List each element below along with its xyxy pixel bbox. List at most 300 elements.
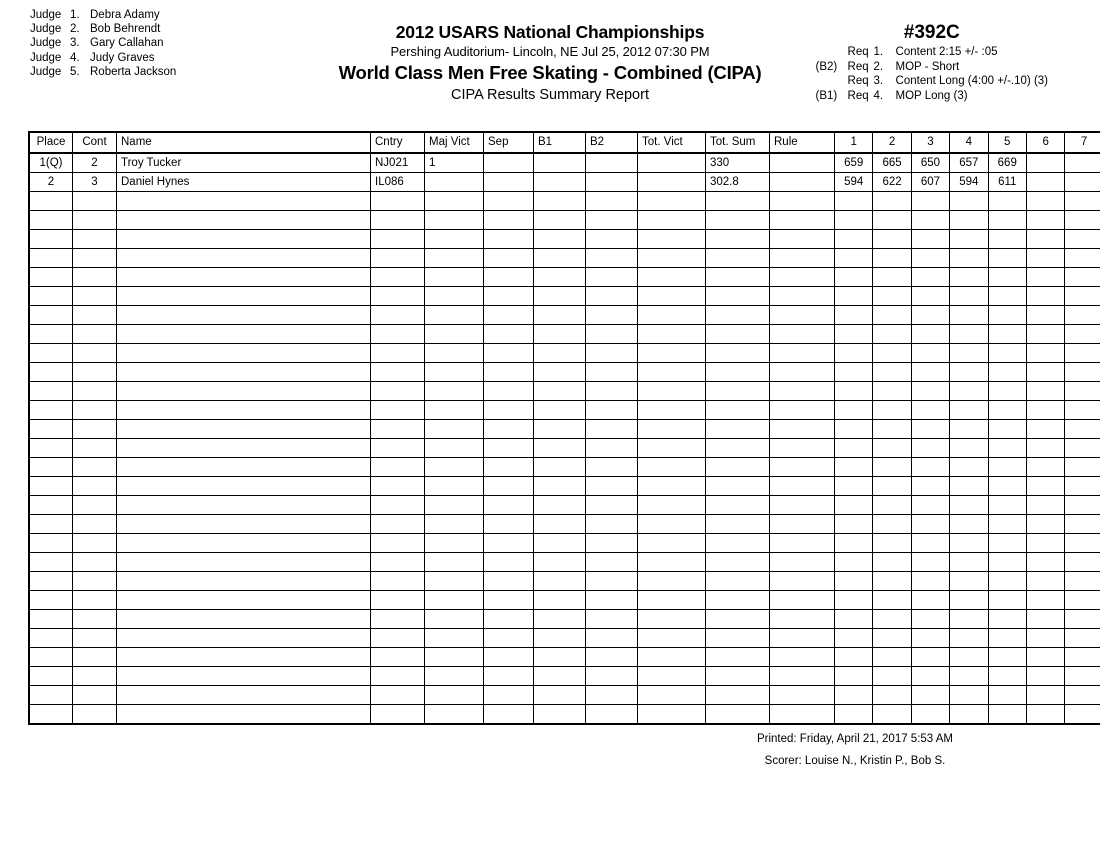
cell-j1[interactable] — [835, 268, 873, 287]
cell-j5[interactable] — [988, 553, 1026, 572]
cell-place[interactable] — [29, 667, 73, 686]
cell-name[interactable] — [117, 420, 371, 439]
cell-b1[interactable] — [534, 173, 586, 192]
cell-cntry[interactable] — [371, 534, 425, 553]
cell-tot_sum[interactable] — [706, 610, 770, 629]
cell-cont[interactable] — [73, 306, 117, 325]
cell-tot_vict[interactable] — [638, 173, 706, 192]
cell-b1[interactable] — [534, 192, 586, 211]
cell-cntry[interactable] — [371, 591, 425, 610]
cell-j7[interactable] — [1065, 667, 1100, 686]
cell-place[interactable] — [29, 458, 73, 477]
cell-tot_sum[interactable] — [706, 572, 770, 591]
cell-cont[interactable]: 2 — [73, 153, 117, 173]
cell-cont[interactable] — [73, 249, 117, 268]
cell-rule[interactable] — [770, 629, 835, 648]
cell-rule[interactable] — [770, 477, 835, 496]
cell-rule[interactable] — [770, 686, 835, 705]
cell-j3[interactable] — [911, 648, 949, 667]
cell-tot_sum[interactable]: 330 — [706, 153, 770, 173]
table-row[interactable] — [29, 153, 1100, 173]
cell-cntry[interactable] — [371, 477, 425, 496]
cell-j6[interactable] — [1026, 173, 1064, 192]
cell-maj_vict[interactable] — [425, 325, 484, 344]
cell-sep[interactable] — [484, 534, 534, 553]
cell-j2[interactable] — [873, 591, 911, 610]
cell-j4[interactable] — [950, 515, 988, 534]
cell-cont[interactable] — [73, 192, 117, 211]
cell-place[interactable] — [29, 249, 73, 268]
cell-tot_sum[interactable] — [706, 382, 770, 401]
column-header-cont[interactable]: Cont — [73, 132, 117, 153]
cell-j6[interactable] — [1026, 610, 1064, 629]
cell-sep[interactable] — [484, 363, 534, 382]
cell-j7[interactable] — [1065, 705, 1100, 725]
cell-j4[interactable] — [950, 496, 988, 515]
cell-j5[interactable] — [988, 477, 1026, 496]
cell-cntry[interactable] — [371, 667, 425, 686]
column-header-j4[interactable]: 4 — [950, 132, 988, 153]
cell-sep[interactable] — [484, 249, 534, 268]
table-row[interactable] — [29, 268, 1100, 287]
cell-maj_vict[interactable] — [425, 686, 484, 705]
cell-tot_vict[interactable] — [638, 648, 706, 667]
cell-j1[interactable] — [835, 496, 873, 515]
cell-place[interactable] — [29, 211, 73, 230]
cell-name[interactable] — [117, 515, 371, 534]
cell-j4[interactable] — [950, 230, 988, 249]
cell-maj_vict[interactable] — [425, 192, 484, 211]
table-row[interactable] — [29, 325, 1100, 344]
cell-cont[interactable] — [73, 268, 117, 287]
cell-b2[interactable] — [586, 382, 638, 401]
cell-name[interactable] — [117, 591, 371, 610]
cell-j7[interactable] — [1065, 553, 1100, 572]
cell-tot_vict[interactable] — [638, 153, 706, 173]
table-row[interactable] — [29, 439, 1100, 458]
cell-j3[interactable] — [911, 572, 949, 591]
cell-j2[interactable] — [873, 363, 911, 382]
cell-place[interactable]: 1(Q) — [29, 153, 73, 173]
cell-sep[interactable] — [484, 439, 534, 458]
cell-tot_vict[interactable] — [638, 439, 706, 458]
cell-rule[interactable] — [770, 230, 835, 249]
cell-j3[interactable] — [911, 610, 949, 629]
cell-j1[interactable] — [835, 230, 873, 249]
cell-place[interactable] — [29, 230, 73, 249]
cell-j5[interactable] — [988, 401, 1026, 420]
cell-cont[interactable] — [73, 534, 117, 553]
cell-cntry[interactable] — [371, 458, 425, 477]
cell-place[interactable] — [29, 287, 73, 306]
table-row[interactable] — [29, 249, 1100, 268]
cell-tot_sum[interactable] — [706, 591, 770, 610]
cell-j4[interactable] — [950, 572, 988, 591]
cell-j5[interactable] — [988, 686, 1026, 705]
cell-cntry[interactable] — [371, 420, 425, 439]
cell-j5[interactable] — [988, 382, 1026, 401]
table-row[interactable] — [29, 667, 1100, 686]
column-header-cntry[interactable]: Cntry — [371, 132, 425, 153]
cell-j2[interactable] — [873, 629, 911, 648]
cell-place[interactable] — [29, 515, 73, 534]
cell-cntry[interactable] — [371, 572, 425, 591]
cell-j4[interactable] — [950, 610, 988, 629]
table-row[interactable] — [29, 211, 1100, 230]
cell-place[interactable] — [29, 401, 73, 420]
cell-j3[interactable] — [911, 439, 949, 458]
cell-cont[interactable] — [73, 420, 117, 439]
cell-sep[interactable] — [484, 629, 534, 648]
cell-cont[interactable] — [73, 553, 117, 572]
cell-place[interactable] — [29, 553, 73, 572]
cell-rule[interactable] — [770, 648, 835, 667]
cell-cont[interactable] — [73, 610, 117, 629]
cell-j4[interactable] — [950, 287, 988, 306]
cell-j6[interactable] — [1026, 401, 1064, 420]
cell-j2[interactable] — [873, 477, 911, 496]
cell-b1[interactable] — [534, 401, 586, 420]
cell-cntry[interactable] — [371, 629, 425, 648]
cell-j3[interactable] — [911, 420, 949, 439]
cell-b1[interactable] — [534, 591, 586, 610]
cell-tot_vict[interactable] — [638, 496, 706, 515]
cell-j1[interactable] — [835, 420, 873, 439]
cell-sep[interactable] — [484, 192, 534, 211]
table-row[interactable] — [29, 591, 1100, 610]
cell-b1[interactable] — [534, 515, 586, 534]
cell-j5[interactable] — [988, 363, 1026, 382]
cell-place[interactable] — [29, 439, 73, 458]
column-header-rule[interactable]: Rule — [770, 132, 835, 153]
cell-j7[interactable] — [1065, 211, 1100, 230]
cell-cont[interactable] — [73, 705, 117, 725]
cell-j7[interactable] — [1065, 287, 1100, 306]
cell-tot_sum[interactable] — [706, 648, 770, 667]
cell-b1[interactable] — [534, 705, 586, 725]
cell-j5[interactable] — [988, 287, 1026, 306]
cell-maj_vict[interactable] — [425, 363, 484, 382]
cell-j2[interactable] — [873, 420, 911, 439]
cell-place[interactable] — [29, 496, 73, 515]
cell-cntry[interactable] — [371, 344, 425, 363]
cell-b2[interactable] — [586, 458, 638, 477]
cell-rule[interactable] — [770, 667, 835, 686]
cell-cont[interactable] — [73, 230, 117, 249]
cell-tot_sum[interactable] — [706, 477, 770, 496]
cell-tot_vict[interactable] — [638, 667, 706, 686]
cell-b2[interactable] — [586, 496, 638, 515]
table-row[interactable] — [29, 705, 1100, 725]
cell-j3[interactable] — [911, 686, 949, 705]
cell-b2[interactable] — [586, 325, 638, 344]
cell-rule[interactable] — [770, 553, 835, 572]
cell-j4[interactable] — [950, 439, 988, 458]
cell-tot_vict[interactable] — [638, 401, 706, 420]
cell-j3[interactable]: 607 — [911, 173, 949, 192]
cell-b1[interactable] — [534, 363, 586, 382]
cell-j4[interactable] — [950, 344, 988, 363]
cell-maj_vict[interactable] — [425, 534, 484, 553]
cell-tot_sum[interactable] — [706, 401, 770, 420]
cell-j1[interactable] — [835, 306, 873, 325]
cell-maj_vict[interactable] — [425, 591, 484, 610]
cell-cont[interactable] — [73, 496, 117, 515]
cell-b1[interactable] — [534, 230, 586, 249]
cell-j3[interactable] — [911, 496, 949, 515]
cell-j1[interactable] — [835, 382, 873, 401]
table-row[interactable] — [29, 344, 1100, 363]
cell-tot_vict[interactable] — [638, 629, 706, 648]
cell-cntry[interactable] — [371, 268, 425, 287]
cell-b2[interactable] — [586, 211, 638, 230]
cell-maj_vict[interactable] — [425, 287, 484, 306]
cell-j1[interactable] — [835, 401, 873, 420]
cell-sep[interactable] — [484, 325, 534, 344]
table-row[interactable] — [29, 420, 1100, 439]
cell-sep[interactable] — [484, 382, 534, 401]
cell-j2[interactable] — [873, 496, 911, 515]
cell-name[interactable] — [117, 287, 371, 306]
cell-j3[interactable] — [911, 230, 949, 249]
cell-sep[interactable] — [484, 287, 534, 306]
cell-j2[interactable] — [873, 515, 911, 534]
cell-name[interactable] — [117, 667, 371, 686]
cell-b1[interactable] — [534, 477, 586, 496]
cell-rule[interactable] — [770, 496, 835, 515]
cell-name[interactable] — [117, 648, 371, 667]
cell-j3[interactable]: 650 — [911, 153, 949, 173]
cell-j7[interactable] — [1065, 458, 1100, 477]
cell-b2[interactable] — [586, 268, 638, 287]
cell-tot_vict[interactable] — [638, 287, 706, 306]
cell-sep[interactable] — [484, 173, 534, 192]
cell-j7[interactable] — [1065, 648, 1100, 667]
cell-cont[interactable] — [73, 667, 117, 686]
cell-j5[interactable] — [988, 572, 1026, 591]
cell-j4[interactable] — [950, 306, 988, 325]
cell-j6[interactable] — [1026, 325, 1064, 344]
table-row[interactable] — [29, 648, 1100, 667]
table-row[interactable] — [29, 686, 1100, 705]
cell-tot_sum[interactable] — [706, 515, 770, 534]
cell-b2[interactable] — [586, 420, 638, 439]
cell-j3[interactable] — [911, 249, 949, 268]
cell-j6[interactable] — [1026, 382, 1064, 401]
cell-tot_vict[interactable] — [638, 534, 706, 553]
cell-b2[interactable] — [586, 477, 638, 496]
cell-maj_vict[interactable] — [425, 230, 484, 249]
cell-rule[interactable] — [770, 572, 835, 591]
column-header-place[interactable]: Place — [29, 132, 73, 153]
cell-j1[interactable] — [835, 287, 873, 306]
cell-sep[interactable] — [484, 420, 534, 439]
cell-tot_sum[interactable] — [706, 230, 770, 249]
cell-cont[interactable] — [73, 439, 117, 458]
cell-j6[interactable] — [1026, 591, 1064, 610]
cell-j3[interactable] — [911, 325, 949, 344]
cell-j4[interactable] — [950, 382, 988, 401]
cell-b2[interactable] — [586, 230, 638, 249]
cell-b1[interactable] — [534, 344, 586, 363]
cell-j3[interactable] — [911, 192, 949, 211]
cell-rule[interactable] — [770, 420, 835, 439]
cell-tot_sum[interactable] — [706, 192, 770, 211]
cell-j7[interactable] — [1065, 686, 1100, 705]
cell-tot_vict[interactable] — [638, 306, 706, 325]
cell-b1[interactable] — [534, 268, 586, 287]
cell-j2[interactable] — [873, 382, 911, 401]
cell-j7[interactable] — [1065, 439, 1100, 458]
cell-place[interactable] — [29, 306, 73, 325]
cell-j4[interactable] — [950, 534, 988, 553]
cell-b1[interactable] — [534, 667, 586, 686]
table-row[interactable] — [29, 629, 1100, 648]
cell-j7[interactable] — [1065, 306, 1100, 325]
cell-b1[interactable] — [534, 420, 586, 439]
cell-j2[interactable] — [873, 211, 911, 230]
cell-sep[interactable] — [484, 230, 534, 249]
cell-name[interactable] — [117, 477, 371, 496]
cell-j6[interactable] — [1026, 686, 1064, 705]
cell-rule[interactable] — [770, 306, 835, 325]
cell-place[interactable] — [29, 648, 73, 667]
cell-j7[interactable] — [1065, 153, 1100, 173]
cell-rule[interactable] — [770, 382, 835, 401]
cell-j1[interactable]: 659 — [835, 153, 873, 173]
cell-name[interactable] — [117, 192, 371, 211]
cell-j4[interactable] — [950, 686, 988, 705]
cell-maj_vict[interactable] — [425, 667, 484, 686]
cell-cont[interactable] — [73, 477, 117, 496]
cell-cntry[interactable] — [371, 363, 425, 382]
cell-cont[interactable] — [73, 344, 117, 363]
column-header-sep[interactable]: Sep — [484, 132, 534, 153]
cell-b2[interactable] — [586, 363, 638, 382]
cell-j1[interactable] — [835, 705, 873, 725]
cell-place[interactable] — [29, 344, 73, 363]
cell-j6[interactable] — [1026, 553, 1064, 572]
cell-b2[interactable] — [586, 686, 638, 705]
cell-b2[interactable] — [586, 572, 638, 591]
cell-maj_vict[interactable] — [425, 705, 484, 725]
cell-b1[interactable] — [534, 287, 586, 306]
cell-cont[interactable] — [73, 686, 117, 705]
cell-j3[interactable] — [911, 363, 949, 382]
cell-sep[interactable] — [484, 211, 534, 230]
cell-j2[interactable]: 665 — [873, 153, 911, 173]
cell-cntry[interactable] — [371, 401, 425, 420]
cell-j1[interactable] — [835, 591, 873, 610]
cell-rule[interactable] — [770, 211, 835, 230]
cell-j6[interactable] — [1026, 496, 1064, 515]
cell-j7[interactable] — [1065, 230, 1100, 249]
cell-b1[interactable] — [534, 686, 586, 705]
cell-j5[interactable] — [988, 648, 1026, 667]
cell-tot_vict[interactable] — [638, 515, 706, 534]
cell-rule[interactable] — [770, 591, 835, 610]
cell-maj_vict[interactable] — [425, 458, 484, 477]
cell-maj_vict[interactable] — [425, 382, 484, 401]
cell-maj_vict[interactable] — [425, 306, 484, 325]
cell-tot_vict[interactable] — [638, 363, 706, 382]
cell-tot_vict[interactable] — [638, 458, 706, 477]
cell-j1[interactable] — [835, 325, 873, 344]
cell-name[interactable] — [117, 534, 371, 553]
cell-tot_sum[interactable] — [706, 686, 770, 705]
cell-name[interactable] — [117, 268, 371, 287]
cell-j4[interactable]: 657 — [950, 153, 988, 173]
cell-tot_sum[interactable] — [706, 211, 770, 230]
cell-cntry[interactable] — [371, 325, 425, 344]
column-header-name[interactable]: Name — [117, 132, 371, 153]
cell-j1[interactable] — [835, 192, 873, 211]
cell-cntry[interactable]: IL086 — [371, 173, 425, 192]
cell-j2[interactable] — [873, 287, 911, 306]
cell-place[interactable] — [29, 610, 73, 629]
cell-j5[interactable] — [988, 268, 1026, 287]
cell-j3[interactable] — [911, 211, 949, 230]
cell-cont[interactable] — [73, 648, 117, 667]
table-row[interactable] — [29, 458, 1100, 477]
column-header-maj_vict[interactable]: Maj Vict — [425, 132, 484, 153]
cell-j7[interactable] — [1065, 363, 1100, 382]
table-row[interactable] — [29, 515, 1100, 534]
cell-place[interactable] — [29, 325, 73, 344]
cell-maj_vict[interactable] — [425, 648, 484, 667]
cell-j7[interactable] — [1065, 629, 1100, 648]
cell-sep[interactable] — [484, 648, 534, 667]
cell-sep[interactable] — [484, 686, 534, 705]
cell-cntry[interactable] — [371, 249, 425, 268]
cell-b2[interactable] — [586, 591, 638, 610]
cell-sep[interactable] — [484, 515, 534, 534]
cell-j5[interactable] — [988, 306, 1026, 325]
cell-j3[interactable] — [911, 629, 949, 648]
cell-j2[interactable]: 622 — [873, 173, 911, 192]
cell-place[interactable] — [29, 629, 73, 648]
cell-j2[interactable] — [873, 572, 911, 591]
cell-sep[interactable] — [484, 610, 534, 629]
cell-j7[interactable] — [1065, 610, 1100, 629]
cell-name[interactable] — [117, 553, 371, 572]
cell-rule[interactable] — [770, 249, 835, 268]
cell-maj_vict[interactable] — [425, 420, 484, 439]
cell-j1[interactable] — [835, 572, 873, 591]
cell-j6[interactable] — [1026, 420, 1064, 439]
cell-tot_sum[interactable] — [706, 629, 770, 648]
cell-tot_vict[interactable] — [638, 268, 706, 287]
cell-j2[interactable] — [873, 192, 911, 211]
cell-b2[interactable] — [586, 249, 638, 268]
cell-name[interactable] — [117, 401, 371, 420]
cell-name[interactable] — [117, 230, 371, 249]
cell-b1[interactable] — [534, 325, 586, 344]
cell-tot_vict[interactable] — [638, 705, 706, 725]
cell-b1[interactable] — [534, 553, 586, 572]
cell-cntry[interactable] — [371, 686, 425, 705]
cell-maj_vict[interactable] — [425, 572, 484, 591]
cell-j7[interactable] — [1065, 591, 1100, 610]
cell-j6[interactable] — [1026, 344, 1064, 363]
column-header-j7[interactable]: 7 — [1065, 132, 1100, 153]
cell-b2[interactable] — [586, 515, 638, 534]
cell-j7[interactable] — [1065, 572, 1100, 591]
cell-sep[interactable] — [484, 268, 534, 287]
cell-rule[interactable] — [770, 705, 835, 725]
table-row[interactable] — [29, 230, 1100, 249]
cell-place[interactable] — [29, 420, 73, 439]
